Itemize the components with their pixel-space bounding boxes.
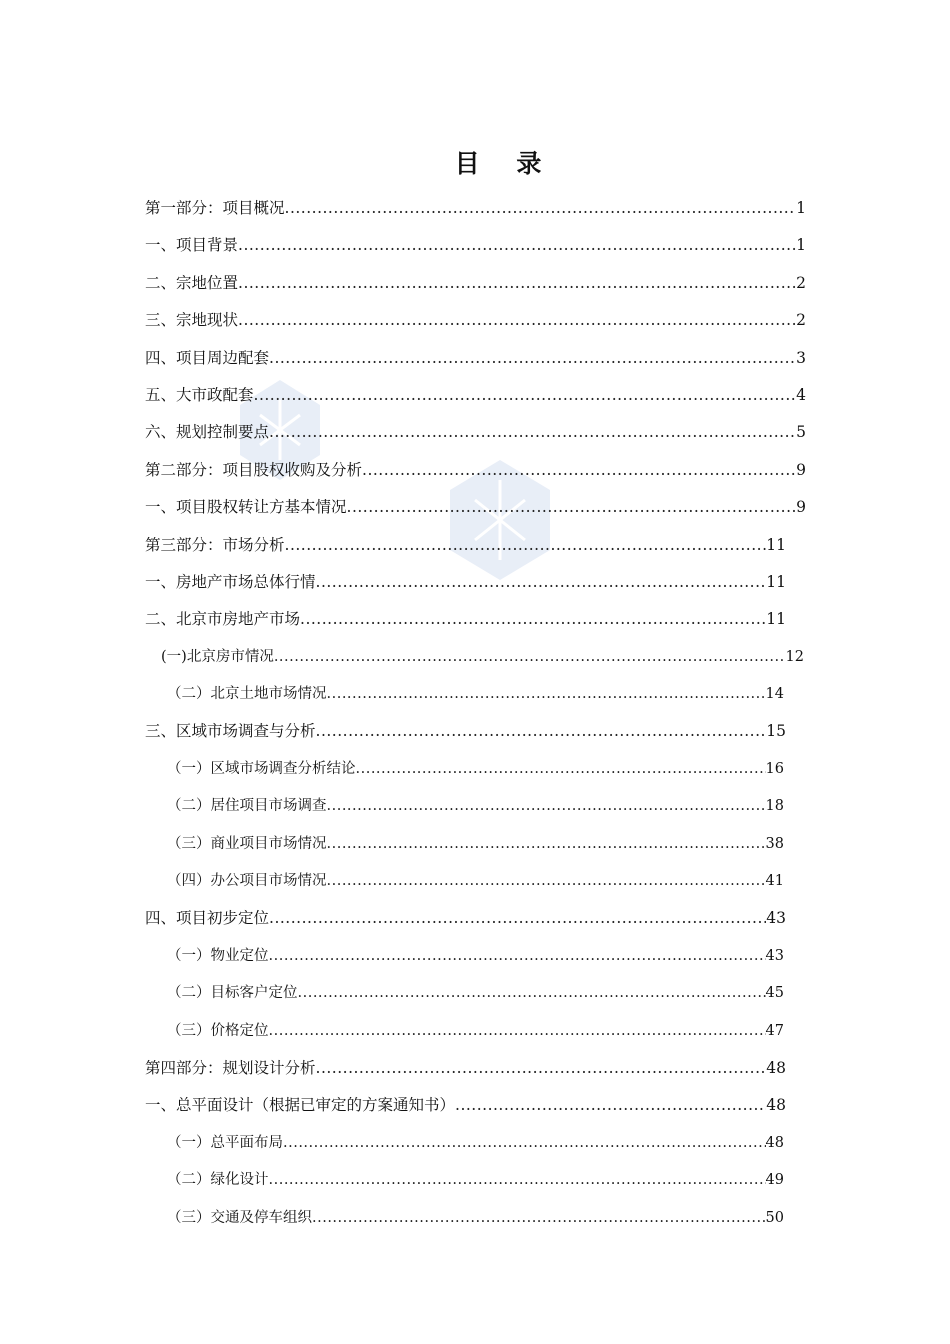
toc-entry[interactable] (145, 639, 804, 676)
toc-entry-label: 二、北京市房地产市场 (145, 610, 301, 629)
toc-entry-page: 43 (765, 947, 784, 964)
toc-entry-page: 48 (766, 1058, 786, 1077)
toc-entry-page: 16 (765, 760, 784, 777)
toc-entry-label: 第二部分：项目股权收购及分析 (145, 460, 363, 479)
toc-entry-page: 2 (796, 273, 806, 292)
toc-entry[interactable] (145, 527, 786, 564)
toc-leader-dots (298, 975, 766, 1012)
toc-leader-dots (300, 601, 766, 638)
toc-entry-label: 二、宗地位置 (145, 273, 239, 292)
toc-entry[interactable] (145, 227, 806, 264)
toc-entry[interactable] (145, 751, 784, 788)
toc-entry-label: （三）价格定位 (167, 1022, 269, 1039)
toc-entry[interactable] (145, 302, 806, 339)
toc-entry-label: 五、大市政配套 (145, 385, 254, 404)
toc-leader-dots (362, 452, 796, 489)
toc-entry-page: 18 (765, 798, 784, 815)
toc-entry-label: （二）绿化设计 (167, 1172, 269, 1189)
toc-entry-label: （四）办公项目市场情况 (167, 873, 327, 890)
toc-leader-dots (238, 265, 796, 302)
toc-entry-label: 一、总平面设计（根据已审定的方案通知书） (145, 1096, 456, 1115)
toc-leader-dots (312, 1200, 766, 1237)
toc-entry-page: 12 (785, 648, 804, 665)
toc-entry[interactable] (145, 1162, 784, 1199)
toc-leader-dots (455, 1087, 766, 1124)
toc-leader-dots (316, 713, 767, 750)
toc-entry[interactable] (145, 938, 784, 975)
toc-entry-label: (一)北京房市情况 (161, 648, 274, 665)
toc-leader-dots (238, 302, 796, 339)
toc-leader-dots (269, 414, 796, 451)
toc-leader-dots (327, 788, 766, 825)
toc-entry-label: 第一部分：项目概况 (145, 199, 285, 217)
toc-entry[interactable] (145, 414, 806, 451)
toc-leader-dots (269, 938, 766, 975)
toc-entry-page: 38 (765, 835, 784, 852)
toc-leader-dots (269, 1162, 766, 1199)
toc-entry[interactable] (145, 601, 786, 638)
toc-entry-label: （二）目标客户定位 (167, 985, 298, 1002)
toc-entry-page: 41 (765, 873, 784, 890)
toc-entry-label: （一）物业定位 (167, 947, 269, 964)
toc-entry-page: 9 (796, 498, 806, 517)
toc-leader-dots (347, 489, 797, 526)
toc-entry[interactable] (145, 788, 784, 825)
toc-leader-dots (356, 751, 766, 788)
toc-entry[interactable] (145, 826, 784, 863)
toc-entry-page: 50 (765, 1209, 784, 1226)
toc-entry-page: 2 (796, 311, 806, 330)
toc-entry-label: （三）交通及停车组织 (167, 1209, 312, 1226)
toc-entry-label: （一）区域市场调查分析结论 (167, 760, 356, 777)
toc-leader-dots (269, 900, 766, 937)
toc-entry[interactable] (145, 377, 806, 414)
toc-entry-label: 三、区域市场调查与分析 (145, 722, 316, 741)
toc-leader-dots (283, 1125, 766, 1162)
toc-entry[interactable] (145, 1087, 786, 1124)
toc-entry-label: （二）居住项目市场调查 (167, 798, 327, 815)
toc-entry-page: 49 (765, 1172, 784, 1189)
toc-leader-dots (316, 564, 767, 601)
toc-leader-dots (254, 377, 797, 414)
toc-entry-page: 11 (766, 572, 786, 591)
toc-entry[interactable] (145, 1013, 784, 1050)
toc-entry-page: 48 (766, 1096, 786, 1115)
toc-entry[interactable] (145, 1050, 786, 1087)
toc-entry[interactable] (145, 190, 806, 227)
toc-entry-label: （一）总平面布局 (167, 1134, 283, 1151)
table-of-contents (145, 190, 806, 1237)
toc-entry-label: 四、项目初步定位 (145, 909, 270, 928)
toc-entry-label: （二）北京土地市场情况 (167, 686, 327, 703)
toc-leader-dots (285, 527, 767, 564)
toc-entry-page: 43 (766, 909, 786, 928)
toc-leader-dots (274, 639, 786, 676)
toc-entry-page: 1 (796, 199, 806, 217)
toc-leader-dots (285, 190, 797, 227)
toc-entry[interactable] (145, 452, 806, 489)
page-title: 目 录 (454, 149, 556, 178)
toc-entry[interactable] (145, 676, 784, 713)
toc-entry-label: 第四部分：规划设计分析 (145, 1058, 316, 1077)
toc-leader-dots (327, 863, 766, 900)
toc-entry[interactable] (145, 265, 806, 302)
toc-entry-page: 47 (765, 1022, 784, 1039)
toc-leader-dots (327, 826, 766, 863)
toc-entry-label: 一、项目背景 (145, 236, 239, 255)
toc-entry[interactable] (145, 564, 786, 601)
toc-entry-label: 第三部分：市场分析 (145, 535, 285, 554)
toc-leader-dots (269, 340, 796, 377)
toc-entry-label: （三）商业项目市场情况 (167, 835, 327, 852)
toc-entry-label: 一、项目股权转让方基本情况 (145, 498, 347, 517)
toc-entry-page: 48 (765, 1134, 784, 1151)
toc-entry-page: 14 (765, 686, 784, 703)
toc-entry-page: 9 (796, 460, 806, 479)
toc-entry-page: 15 (766, 722, 786, 741)
toc-entry-label: 一、房地产市场总体行情 (145, 572, 316, 591)
toc-leader-dots (316, 1050, 767, 1087)
toc-entry-label: 三、宗地现状 (145, 311, 239, 330)
toc-entry-label: 六、规划控制要点 (145, 423, 270, 442)
toc-entry[interactable] (145, 900, 786, 937)
toc-entry[interactable] (145, 340, 806, 377)
toc-entry-page: 3 (796, 348, 806, 367)
toc-entry-page: 1 (796, 236, 806, 255)
toc-entry-page: 11 (766, 610, 786, 629)
toc-entry-page: 45 (765, 985, 784, 1002)
toc-leader-dots (269, 1013, 766, 1050)
toc-entry[interactable] (145, 489, 806, 526)
toc-entry-page: 5 (796, 423, 806, 442)
toc-entry-page: 11 (766, 535, 786, 554)
toc-entry[interactable] (145, 1125, 784, 1162)
toc-entry-label: 四、项目周边配套 (145, 348, 270, 367)
toc-leader-dots (327, 676, 766, 713)
toc-entry[interactable] (145, 1200, 784, 1237)
toc-entry[interactable] (145, 975, 784, 1012)
toc-entry-page: 4 (796, 385, 806, 404)
toc-entry[interactable] (145, 863, 784, 900)
toc-leader-dots (238, 227, 796, 264)
toc-entry[interactable] (145, 713, 786, 750)
